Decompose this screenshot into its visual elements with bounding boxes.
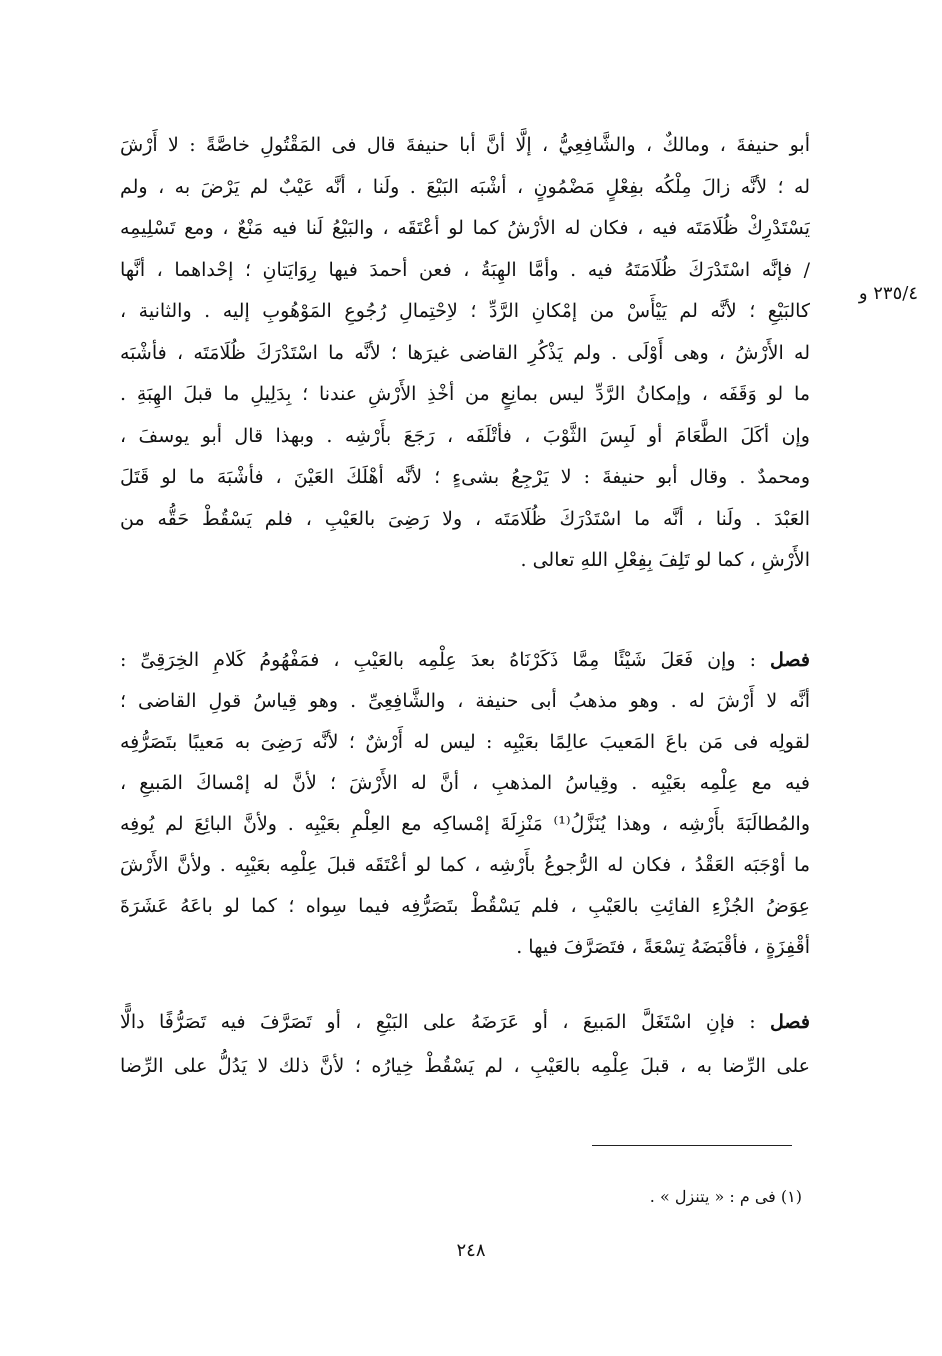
text-line: أقْفِزَةٍ ، فأقْبَضَهُ تِسْعَةً ، فتَصَرَّفَ فيها . [516,936,810,958]
footnote-divider [592,1145,792,1146]
text-line: لقولِه فى مَن باعَ المَعيبَ عالِمًا بعَيْبِه : ليس له أَرْشٌ ؛ لأنَّه رَضِىَ به مَعيبًا بتَصَرُّفِه [120,731,810,753]
text-line: العَبْدَ . ولَنا ، أنَّه ما اسْتَدْرَكَ ظُلَامَتَه ، ولا رَضِىَ بالعَيْبِ ، فلم يَسْقُطْ حَقُّه من [120,507,810,530]
text-line: / فإنَّه اسْتَدْرَكَ ظُلَامَتَهُ فيه . وأمَّا الهِبَةُ ، فعن أحمدَ فيها رِوَايَتانِ ؛ إحْداهما ، أنَّها [120,258,810,281]
text-line: يَسْتَدْرِكْ ظُلَامَتَه فيه ، فكان له الأرْشُ كما لو أعْتَقَه ، والبَيْعُ لَنا فيه مَنْعٌ ، ومع تَسْلِيمِه [120,217,810,239]
section-heading: فصل [770,1011,810,1033]
text-line: فيه مع عِلْمِه بعَيْبِه . وقِياسُ المذهبِ ، أنَّ له الأَرْشَ ؛ لأنَّ له إمْساكَ المَبيعِ ، [120,772,810,794]
text-line: أبو حنيفةَ ، ومالكٌ ، والشَّافِعِيُّ ، إلَّا أنَّ أبا حنيفةَ قال فى المَقْتُولِ خاصَّةً : لا أَرْشَ [120,134,810,156]
text-line: ما لو وَقَفَه ، وإمكانُ الرَّدِّ ليس بمانِعٍ من أخْذِ الأَرْشِ عندنا ؛ بِدَلِيلِ ما قبلَ الهِبَةِ . [120,383,810,405]
text-line: ما أوْجَبَه العَقْدُ ، فكان له الرُّجوعُ بأَرْشِه ، كما لو أعْتَقَه قبلَ عِلْمِه بعَيْبِه . ولأنَّ الأَرْشَ [120,854,810,876]
text-line: له الأَرْشُ ، وهى أَوْلَى . ولم يَذْكُرِ القاضى غيرَها ؛ لأنَّه ما اسْتَدْرَكَ ظُلَامَتَه ، فأشْبَه [120,341,810,364]
text-line: والمُطالَبَةَ بأَرْشِه ، وهذا يُنَزَّلُ⁽¹⁾ مَنْزِلَةَ إمْساكِه مع العِلْمِ بعَيْبِه . ولأنَّ البائِعَ لم يُوفِه [120,813,810,835]
text-line: ومحمدٌ . وقال أبو حنيفةَ : لا يَرْجِعُ بشىءٍ ؛ لأنَّه أهْلَكَ العَيْنَ ، فأشْبَهَ ما لو قَتَلَ [120,466,810,488]
margin-folio-reference: ٢٣٥/٤ و [858,283,918,304]
text-line: الأَرْشِ ، كما لو تَلِفَ بِفِعْلِ اللهِ تعالى . [520,549,810,571]
paragraph-3 [120,1000,810,1088]
text-line [120,1000,810,1044]
text-line [120,640,810,681]
paragraph-1 [120,125,810,582]
text-line: أنَّه لا أَرْشَ له . وهو مذهبُ أبى حنيفة ، والشَّافِعِىِّ . وهو قِياسُ قولِ القاضى ؛ [120,690,810,712]
text-line: على الرِّضا به ، قبلَ عِلْمِه بالعَيْبِ ، لم يَسْقُطْ خِيارُه ؛ لأنَّ ذلك لا يَدُلُّ على الرِّضا [120,1055,810,1077]
text-line: وإن أكَلَ الطَّعَامَ أو لَبِسَ الثَّوْبَ ، فأتْلَفَه ، رَجَعَ بأَرْشِه . وبهذا قال أبو يوسفَ ، [120,424,810,447]
text-line: عِوَضُ الجُزْءِ الفائِتِ بالعَيْبِ ، فلم يَسْقُطْ بتَصَرُّفِه فيما سِواه ؛ كما لو باعَهُ عَشَرَةَ [120,895,810,917]
page-number: ٢٤٨ [456,1240,486,1261]
footnote: (١) فى م : « يتنزل » . [649,1187,802,1206]
text-line: له ؛ لأنَّه زالَ مِلْكُه بفِعْلٍ مَضْمُونٍ ، أشْبَه البَيْعَ . ولَنا ، أنَّه عَيْبٌ لم يَرْضَ به ، ولم [120,175,810,198]
text-line-content: : وإن فَعَلَ شَيْئًا مِمَّا ذَكَرْنَاهُ بعدَ عِلْمِه بالعَيْبِ ، فمَفْهُومُ كَلامِ الخِرَقِىِّ : [120,649,771,671]
text-line-content: : فإنِ اسْتَغَلَّ المَبيعَ ، أو عَرَضَهُ على البَيْعِ ، أو تَصَرَّفَ فيه تَصَرُّفًا دالًّا [120,1011,771,1033]
text-line: كالبَيْعِ ؛ لأنَّه لم يَيْأَسْ من إمْكانِ الرَّدِّ ؛ لاِحْتِمالِ رُجُوعِ المَوْهُوبِ إليه . والثانية ، [120,300,810,322]
section-heading: فصل [770,649,810,671]
paragraph-2 [120,640,810,968]
